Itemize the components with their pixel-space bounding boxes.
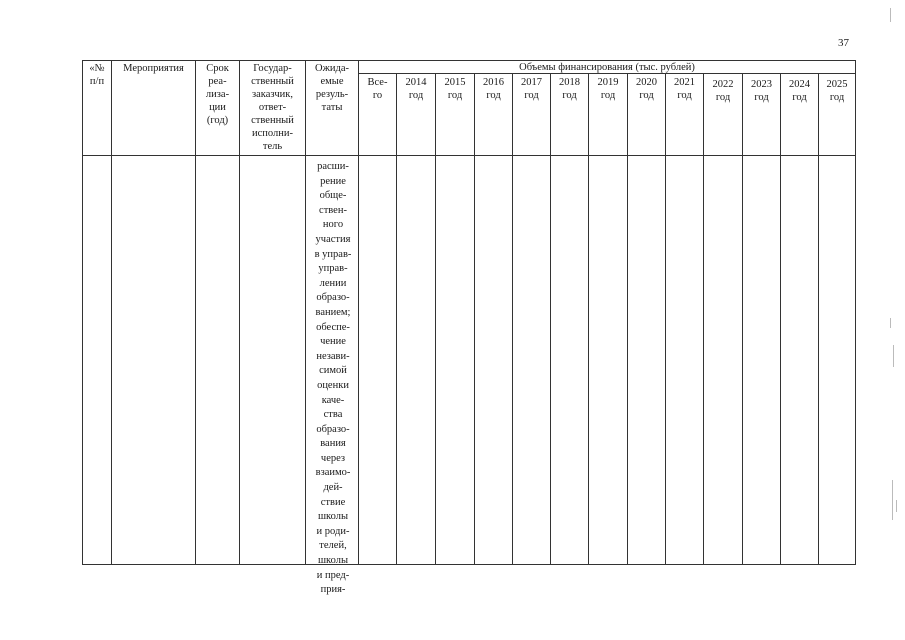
header-measure: Мероприятия — [123, 63, 184, 74]
col-border — [855, 60, 856, 565]
header-customer: Государ- ственный заказчик, ответ- ственный исполни- тель — [251, 63, 294, 152]
scan-artifact — [890, 8, 891, 22]
table-bottom-border — [82, 564, 856, 565]
header-year: 2017 год — [521, 77, 542, 101]
scan-artifact — [892, 480, 893, 520]
col-border — [396, 73, 397, 565]
col-border — [703, 73, 704, 565]
col-border — [82, 60, 83, 565]
col-border — [512, 73, 513, 565]
header-year: 2019 год — [597, 77, 619, 101]
header-funding-title: Объемы финансирования (тыс. рублей) — [519, 62, 695, 73]
header-year: 2014 год — [405, 77, 427, 101]
col-border — [305, 60, 306, 565]
col-border — [435, 73, 436, 565]
header-year: 2024 год — [789, 79, 810, 103]
col-border — [474, 73, 475, 565]
page-number: 37 — [838, 37, 849, 49]
scan-artifact — [890, 318, 891, 328]
header-bottom-border — [82, 155, 856, 156]
header-year: 2021 год — [674, 77, 695, 101]
col-border — [111, 60, 112, 565]
col-border — [780, 73, 781, 565]
col-border — [627, 73, 628, 565]
col-border — [665, 73, 666, 565]
header-num: «№ п/п — [89, 63, 105, 87]
col-border — [818, 73, 819, 565]
col-border — [195, 60, 196, 565]
scan-artifact — [893, 345, 894, 367]
header-year: 2022 год — [712, 79, 734, 103]
header-term: Срок реа- лиза- ции (год) — [205, 63, 230, 126]
col-border — [742, 73, 743, 565]
header-year: 2020 год — [636, 77, 657, 101]
header-year: 2023 год — [751, 79, 772, 103]
header-year: 2016 год — [483, 77, 504, 101]
col-border — [358, 60, 359, 565]
header-year: 2018 год — [559, 77, 580, 101]
header-year: 2015 год — [444, 77, 466, 101]
expected-results-text: расши- рение обще- ствен- ного участия в управ- управ- лении образо- ванием; обеспе- чение незави- симой оценки каче- ства образо- вания через взаимо- дей- ствие школы и роди- телей, школы и пред- прия- — [314, 161, 352, 596]
col-border — [588, 73, 589, 565]
header-total: Все- го — [367, 77, 388, 101]
scan-artifact — [896, 500, 897, 512]
col-border — [550, 73, 551, 565]
header-year: 2025 год — [826, 79, 848, 103]
header-expected: Ожида- емые резуль- таты — [315, 63, 349, 113]
